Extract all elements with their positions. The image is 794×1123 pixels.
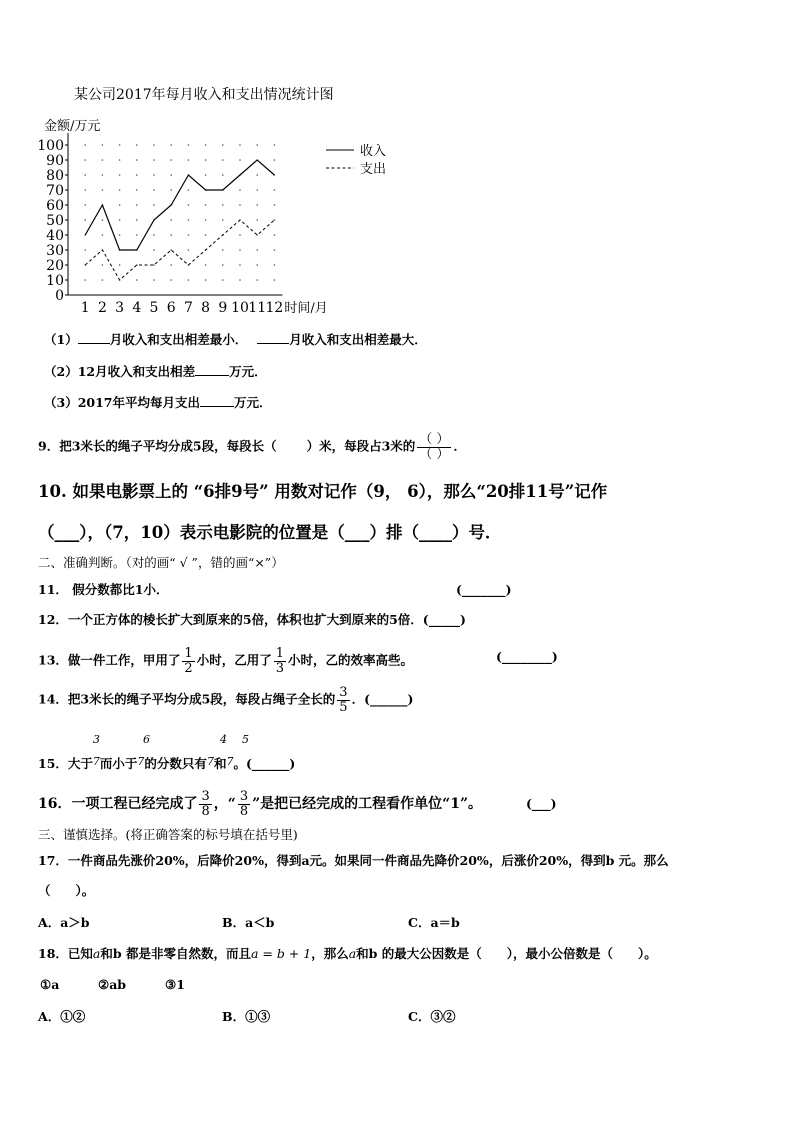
- q13-text-c: 小时，乙的效率高些。: [287, 652, 413, 668]
- grid-dot: [205, 264, 207, 266]
- grid-dot: [222, 264, 224, 266]
- q15-num-4: 5: [242, 733, 249, 746]
- q15-text-b: 而小于: [99, 756, 138, 771]
- grid-dot: [102, 264, 104, 266]
- grid-dot: [136, 234, 138, 236]
- q18-option-c[interactable]: C．③②: [408, 1009, 456, 1024]
- grid-dot: [84, 159, 86, 161]
- grid-dot: [188, 189, 190, 191]
- grid-dot: [102, 144, 104, 146]
- q2-text-a: （2）12月收入和支出相差: [44, 364, 196, 379]
- grid-dot: [119, 234, 121, 236]
- chart-question-1: [44, 334, 427, 347]
- grid-dot: [153, 279, 155, 281]
- grid-dot: [119, 204, 121, 206]
- grid-dot: [153, 249, 155, 251]
- y-tick-label: 60: [46, 198, 64, 214]
- grid-dot: [102, 219, 104, 221]
- question-17-line-1: 17．一件商品先涨价20%，后降价20%，得到a元。如果同一件商品先降价20%，后涨价20%，得到b 元。那么: [38, 853, 669, 868]
- grid-dot: [188, 159, 190, 161]
- grid-dot: [119, 159, 121, 161]
- grid-dot: [274, 204, 276, 206]
- q9-text-b: ）米，每段占3米的: [306, 438, 416, 454]
- y-tick-label: 70: [46, 183, 64, 199]
- grid-dot: [119, 144, 121, 146]
- question-14: [38, 686, 413, 714]
- q15-text-d: 和: [213, 756, 227, 771]
- grid-dot: [188, 249, 190, 251]
- grid-dot: [256, 249, 258, 251]
- grid-dot: [205, 174, 207, 176]
- q15-den-3: 7: [206, 755, 214, 768]
- grid-dot: [136, 174, 138, 176]
- q1-blank-2[interactable]: [257, 343, 289, 344]
- grid-dot: [274, 264, 276, 266]
- q13-answer-blank[interactable]: (________): [496, 649, 558, 664]
- q16-f-den: 8: [201, 803, 210, 819]
- grid-dot: [84, 189, 86, 191]
- grid-dot: [119, 174, 121, 176]
- grid-dot: [205, 204, 207, 206]
- grid-dot: [102, 159, 104, 161]
- grid-dot: [274, 189, 276, 191]
- q16-text-a: 16．一项工程已经完成了: [38, 796, 198, 813]
- legend-label-1: 收入: [360, 144, 387, 159]
- question-18: [38, 948, 657, 961]
- x-tick-label: 2: [97, 300, 107, 316]
- grid-dot: [222, 144, 224, 146]
- q15-den-4: 7: [226, 755, 234, 768]
- grid-dot: [256, 174, 258, 176]
- q16-text-c: ”是把已经完成的工程看作单位“1”。: [252, 796, 483, 813]
- q15-text-a: 15．大于: [38, 756, 93, 771]
- grid-dot: [136, 189, 138, 191]
- q13-text-b: 小时，乙用了: [196, 652, 272, 668]
- x-tick-label: 10: [231, 300, 249, 316]
- q9-text-a: 9．把3米长的绳子平均分成5段，每段长（: [38, 438, 277, 454]
- question-17-line-2: （ ）。: [38, 883, 95, 898]
- y-tick-label: 40: [46, 228, 64, 244]
- grid-dot: [188, 279, 190, 281]
- grid-dot: [84, 204, 86, 206]
- grid-dot: [84, 249, 86, 251]
- q15-text-c: 的分数只有: [144, 756, 207, 771]
- grid-dot: [222, 174, 224, 176]
- q16-text-b: ，“: [213, 796, 236, 813]
- grid-dot: [205, 219, 207, 221]
- q18-option-b[interactable]: B．①③: [222, 1009, 271, 1024]
- q14-text-a: 14．把3米长的绳子平均分成5段，每段占绳子全长的: [38, 691, 336, 707]
- grid-dot: [188, 234, 190, 236]
- q1-text-b: 月收入和支出相差最小．: [109, 332, 248, 347]
- grid-dot: [119, 264, 121, 266]
- x-tick-label: 9: [218, 300, 228, 316]
- grid-dot: [239, 234, 241, 236]
- x-tick-label: 6: [166, 300, 176, 316]
- q13-fraction-1: [182, 647, 194, 675]
- x-tick-label: 1: [80, 300, 90, 316]
- grid-dot: [239, 159, 241, 161]
- grid-dot: [153, 159, 155, 161]
- grid-dot: [102, 189, 104, 191]
- grid-dot: [256, 279, 258, 281]
- grid-dot: [188, 144, 190, 146]
- q1-label: （1）: [44, 332, 78, 347]
- q3-text-b: 万元．: [234, 395, 272, 410]
- q16-fraction-1: [199, 790, 211, 818]
- q17-option-b[interactable]: B．a＜b: [222, 915, 275, 930]
- x-tick-label: 11: [248, 300, 267, 316]
- grid-dot: [170, 174, 172, 176]
- grid-dot: [256, 264, 258, 266]
- y-tick-label: 50: [46, 213, 64, 229]
- q16-f2-num: 3: [239, 789, 249, 804]
- chart-question-2: [44, 366, 267, 379]
- grid-dot: [274, 144, 276, 146]
- chart-title: 某公司2017年每月收入和支出情况统计图: [74, 87, 334, 103]
- grid-dot: [136, 219, 138, 221]
- y-tick-label: 0: [55, 288, 64, 304]
- q9-text-c: ．: [453, 438, 466, 454]
- series-line-1: [85, 160, 274, 250]
- grid-dot: [239, 264, 241, 266]
- q18-text-c: ，那么: [311, 946, 349, 961]
- grid-dot: [188, 204, 190, 206]
- question-15: [38, 755, 296, 771]
- x-tick-label: 12: [265, 300, 284, 316]
- grid-dot: [170, 144, 172, 146]
- q15-text-e: 。(______): [233, 756, 296, 771]
- question-10-line-2: （___），（7，10）表示电影院的位置是（___）排（____）号．: [38, 523, 502, 542]
- grid-dot: [136, 204, 138, 206]
- q15-den-2: 7: [137, 755, 145, 768]
- grid-dot: [205, 234, 207, 236]
- q9-frac-num: （ ）: [419, 432, 450, 447]
- q9-frac-den: （ ）: [419, 446, 450, 462]
- y-tick-label: 90: [46, 153, 64, 169]
- q17-option-c[interactable]: C．a＝b: [408, 915, 460, 930]
- x-tick-label: 4: [132, 300, 142, 316]
- q13-fraction-2: [274, 647, 286, 675]
- q14-fraction: [337, 686, 349, 714]
- q18-choice-3: ③1: [165, 977, 185, 992]
- grid-dot: [119, 219, 121, 221]
- q14-f-num: 3: [339, 685, 348, 700]
- grid-dot: [119, 189, 121, 191]
- grid-dot: [170, 264, 172, 266]
- grid-dot: [84, 144, 86, 146]
- q17-option-a[interactable]: A．a＞b: [38, 915, 90, 930]
- grid-dot: [222, 159, 224, 161]
- grid-dot: [170, 159, 172, 161]
- grid-dot: [222, 219, 224, 221]
- q1-text-c: 月收入和支出相差最大．: [289, 332, 427, 347]
- q13-f2-den: 3: [275, 660, 284, 676]
- question-11: 11． 假分数都比1小．: [38, 582, 169, 597]
- grid-dot: [274, 279, 276, 281]
- q15-num-3: 4: [220, 733, 227, 746]
- q13-f2-num: 1: [275, 646, 284, 661]
- section-3-title: 三、谨慎选择。(将正确答案的标号填在括号里): [38, 827, 298, 842]
- q14-text-b: ．(______): [351, 691, 414, 707]
- grid-dot: [84, 174, 86, 176]
- question-16: [38, 790, 482, 818]
- grid-dot: [102, 279, 104, 281]
- q11-answer-blank[interactable]: (_______): [456, 582, 512, 597]
- grid-dot: [188, 219, 190, 221]
- question-12: 12．一个正方体的棱长扩大到原来的5倍，体积也扩大到原来的5倍．(_____): [38, 612, 466, 627]
- grid-dot: [84, 219, 86, 221]
- q9-fraction: [417, 433, 451, 461]
- q2-blank[interactable]: [195, 375, 229, 376]
- x-tick-label: 8: [201, 300, 211, 316]
- grid-dot: [256, 144, 258, 146]
- grid-dot: [256, 189, 258, 191]
- q16-answer-blank[interactable]: (___): [526, 796, 557, 811]
- question-10-line-1: 10. 如果电影票上的 “6排9号” 用数对记作（9， 6），那么“20排11号”记作: [38, 482, 608, 501]
- grid-dot: [274, 249, 276, 251]
- grid-dot: [136, 144, 138, 146]
- grid-dot: [102, 174, 104, 176]
- question-9: [38, 433, 466, 461]
- y-axis-label: 金额/万元: [44, 119, 101, 134]
- grid-dot: [239, 189, 241, 191]
- q16-f2-den: 8: [239, 803, 249, 819]
- grid-dot: [256, 219, 258, 221]
- q16-f-num: 3: [201, 789, 210, 804]
- q18-choice-2: ②ab: [98, 977, 127, 992]
- q13-f1-num: 1: [184, 646, 193, 661]
- q15-den-1: 7: [92, 755, 100, 768]
- grid-dot: [153, 204, 155, 206]
- grid-dot: [256, 204, 258, 206]
- q18-equation: a = b + 1: [250, 946, 312, 961]
- grid-dot: [170, 234, 172, 236]
- y-tick-label: 10: [46, 273, 64, 289]
- q18-var-a: a: [92, 946, 101, 961]
- grid-dot: [239, 204, 241, 206]
- q16-fraction-2: [238, 790, 250, 818]
- y-tick-label: 20: [46, 258, 64, 274]
- q2-text-b: 万元．: [229, 364, 267, 379]
- grid-dot: [274, 159, 276, 161]
- grid-dot: [205, 279, 207, 281]
- grid-dot: [84, 279, 86, 281]
- q18-text-d: 和b 的最大公因数是（ ），最小公倍数是（ ）。: [356, 946, 657, 961]
- y-tick-label: 30: [46, 243, 64, 259]
- grid-dot: [239, 144, 241, 146]
- chart-question-3: [44, 397, 272, 410]
- grid-dot: [153, 189, 155, 191]
- q18-choice-1: ①a: [40, 977, 60, 992]
- x-tick-label: 7: [183, 300, 193, 316]
- grid-dot: [239, 279, 241, 281]
- grid-dot: [136, 279, 138, 281]
- q13-text-a: 13．做一件工作，甲用了: [38, 652, 181, 668]
- x-axis-label: 时间/月: [284, 301, 328, 316]
- question-13: [38, 647, 413, 675]
- q18-var-a-2: a: [348, 946, 357, 961]
- grid-dot: [170, 189, 172, 191]
- section-2-title: 二、准确判断。（对的画“ √ ”，错的画“×”）: [38, 555, 284, 570]
- q13-f1-den: 2: [184, 660, 193, 676]
- grid-dot: [153, 234, 155, 236]
- q18-text-b: 和b 都是非零自然数，而且: [100, 946, 251, 961]
- legend-label-2: 支出: [360, 162, 387, 177]
- grid-dot: [153, 144, 155, 146]
- y-tick-label: 80: [46, 168, 64, 184]
- q3-blank[interactable]: [200, 406, 234, 407]
- q18-text-a: 18．已知: [38, 946, 93, 961]
- q15-num-2: 6: [143, 733, 150, 746]
- q14-f-den: 5: [339, 699, 348, 715]
- grid-dot: [222, 279, 224, 281]
- grid-dot: [239, 249, 241, 251]
- grid-dot: [222, 249, 224, 251]
- grid-dot: [170, 279, 172, 281]
- grid-dot: [170, 219, 172, 221]
- grid-dot: [222, 204, 224, 206]
- grid-dot: [205, 159, 207, 161]
- grid-dot: [274, 234, 276, 236]
- grid-dot: [102, 234, 104, 236]
- y-tick-label: 100: [37, 138, 64, 154]
- grid-dot: [205, 144, 207, 146]
- grid-dot: [153, 174, 155, 176]
- x-tick-label: 5: [149, 300, 159, 316]
- q18-option-a[interactable]: A．①②: [38, 1009, 86, 1024]
- line-chart: [30, 112, 430, 316]
- q3-text-a: （3）2017年平均每月支出: [44, 395, 200, 410]
- series-line-2: [85, 220, 274, 280]
- q1-blank-1[interactable]: [78, 343, 110, 344]
- grid-dot: [136, 159, 138, 161]
- q15-num-1: 3: [93, 733, 100, 746]
- x-tick-label: 3: [115, 300, 125, 316]
